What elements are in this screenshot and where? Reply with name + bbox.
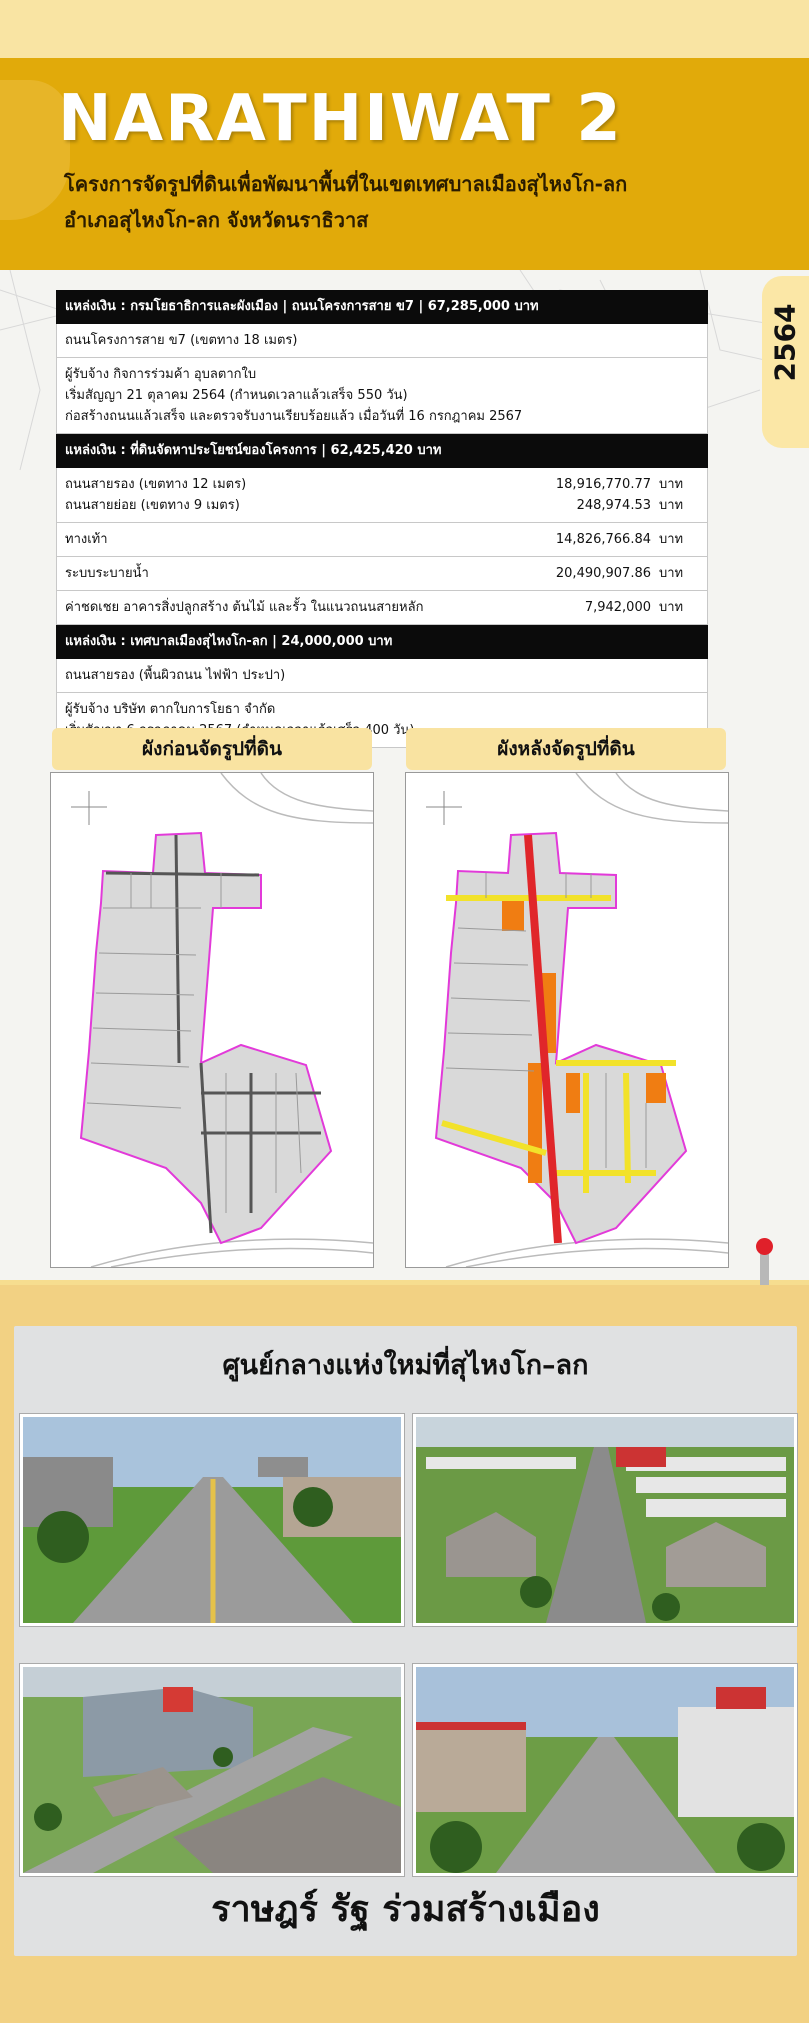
cost-label: ถนนสายรอง (เขตทาง 12 เมตร) — [65, 477, 247, 492]
rendering-road-view-1 — [20, 1414, 404, 1626]
cost-amount: 20,490,907.86 — [555, 566, 651, 581]
contract-details — [56, 358, 708, 434]
rendering-image — [23, 1417, 401, 1623]
contract-complete-line: ก่อสร้างถนนแล้วเสร็จ และตรวจรับงานเรียบร้อยแล้ว เมื่อวันที่ 16 กรกฎาคม 2567 — [65, 409, 523, 424]
funding-section-1-header — [56, 290, 708, 324]
plan-after-map — [405, 772, 729, 1268]
cost-unit: บาท — [659, 477, 684, 492]
new-center-title: ศูนย์กลางแห่งใหม่ที่สุไหงโก–ลก — [222, 1350, 589, 1381]
rendering-image — [23, 1667, 401, 1873]
rendering-image — [416, 1417, 794, 1623]
cost-item — [65, 474, 699, 495]
year-label: 2564 — [768, 303, 802, 382]
slogan: ราษฎร์ รัฐ ร่วมสร้างเมือง — [211, 1889, 600, 1930]
rendering-image — [416, 1667, 794, 1873]
cost-unit: บาท — [659, 600, 684, 615]
funding-section-3-header — [56, 625, 708, 659]
plan-before-drawing — [51, 773, 373, 1267]
cost-label: ถนนสายย่อย (เขตทาง 9 เมตร) — [65, 498, 240, 513]
cost-item — [65, 563, 699, 584]
rendering-road-view-2 — [413, 1664, 797, 1876]
page-title: NARATHIWAT 2 — [58, 82, 623, 156]
plan-after-label: ผังหลังจัดรูปที่ดิน — [406, 728, 726, 770]
funding-header-text: แหล่งเงิน : เทศบาลเมืองสุไหงโก-ลก | 24,000,000 บาท — [65, 634, 393, 649]
plan-after-drawing — [406, 773, 728, 1267]
rendering-aerial-view-1 — [413, 1414, 797, 1626]
funding-row — [56, 659, 708, 693]
cost-label: ค่าชดเชย อาคารสิ่งปลูกสร้าง ต้นไม้ และรั้ว ในแนวถนนสายหลัก — [65, 600, 424, 615]
contract-start-line: 400 วัน) — [364, 723, 415, 738]
subtitle-line-1: โครงการจัดรูปที่ดินเพื่อพัฒนาพื้นที่ในเขตเทศบาลเมืองสุไหงโก-ลก — [64, 172, 628, 196]
cost-row-group — [56, 468, 708, 523]
cost-item — [65, 529, 699, 550]
cost-unit: บาท — [659, 566, 684, 581]
cost-amount: 14,826,766.84 — [555, 532, 651, 547]
funding-section-2-header — [56, 434, 708, 468]
location-pin-icon — [756, 1238, 773, 1255]
cost-label: ทางเท้า — [65, 532, 108, 547]
rendering-commercial-view — [20, 1664, 404, 1876]
cost-unit: บาท — [659, 498, 684, 513]
funding-header-text: แหล่งเงิน : ที่ดินจัดหาประโยชน์ของโครงการ | 62,425,420 บาท — [65, 443, 442, 458]
road-description: ถนนสายรอง (พื้นผิวถนน ไฟฟ้า ประปา) — [65, 668, 286, 683]
cost-label: ระบบระบายน้ำ — [65, 566, 149, 581]
funding-header-text: แหล่งเงิน : กรมโยธาธิการและผังเมือง | ถนนโครงการสาย ข7 | 67,285,000 บาท — [65, 299, 539, 314]
cost-row — [56, 557, 708, 591]
top-band — [0, 0, 809, 58]
funding-table — [56, 290, 708, 748]
cost-item — [65, 495, 699, 516]
cost-row — [56, 523, 708, 557]
plan-before-label: ผังก่อนจัดรูปที่ดิน — [52, 728, 372, 770]
plan-before-map — [50, 772, 374, 1268]
contractor-line: ผู้รับจ้าง กิจการร่วมค้า อุบลตากใบ — [65, 367, 257, 382]
funding-row — [56, 324, 708, 358]
cost-item — [65, 597, 699, 618]
cost-amount: 18,916,770.77 — [555, 477, 651, 492]
contract-start-line: เริ่มสัญญา 21 ตุลาคม 2564 (กำหนดเวลาแล้วเสร็จ 550 วัน) — [65, 388, 408, 403]
cost-unit: บาท — [659, 532, 684, 547]
cost-amount: 7,942,000 — [584, 600, 651, 615]
subtitle-line-2: อำเภอสุไหงโก-ลก จังหวัดนราธิวาส — [64, 208, 369, 232]
cost-row — [56, 591, 708, 625]
road-description: ถนนโครงการสาย ข7 (เขตทาง 18 เมตร) — [65, 333, 298, 348]
contractor-line: ผู้รับจ้าง บริษัท ตากใบการโยธา จำกัด — [65, 702, 276, 717]
cost-amount: 248,974.53 — [576, 498, 651, 513]
